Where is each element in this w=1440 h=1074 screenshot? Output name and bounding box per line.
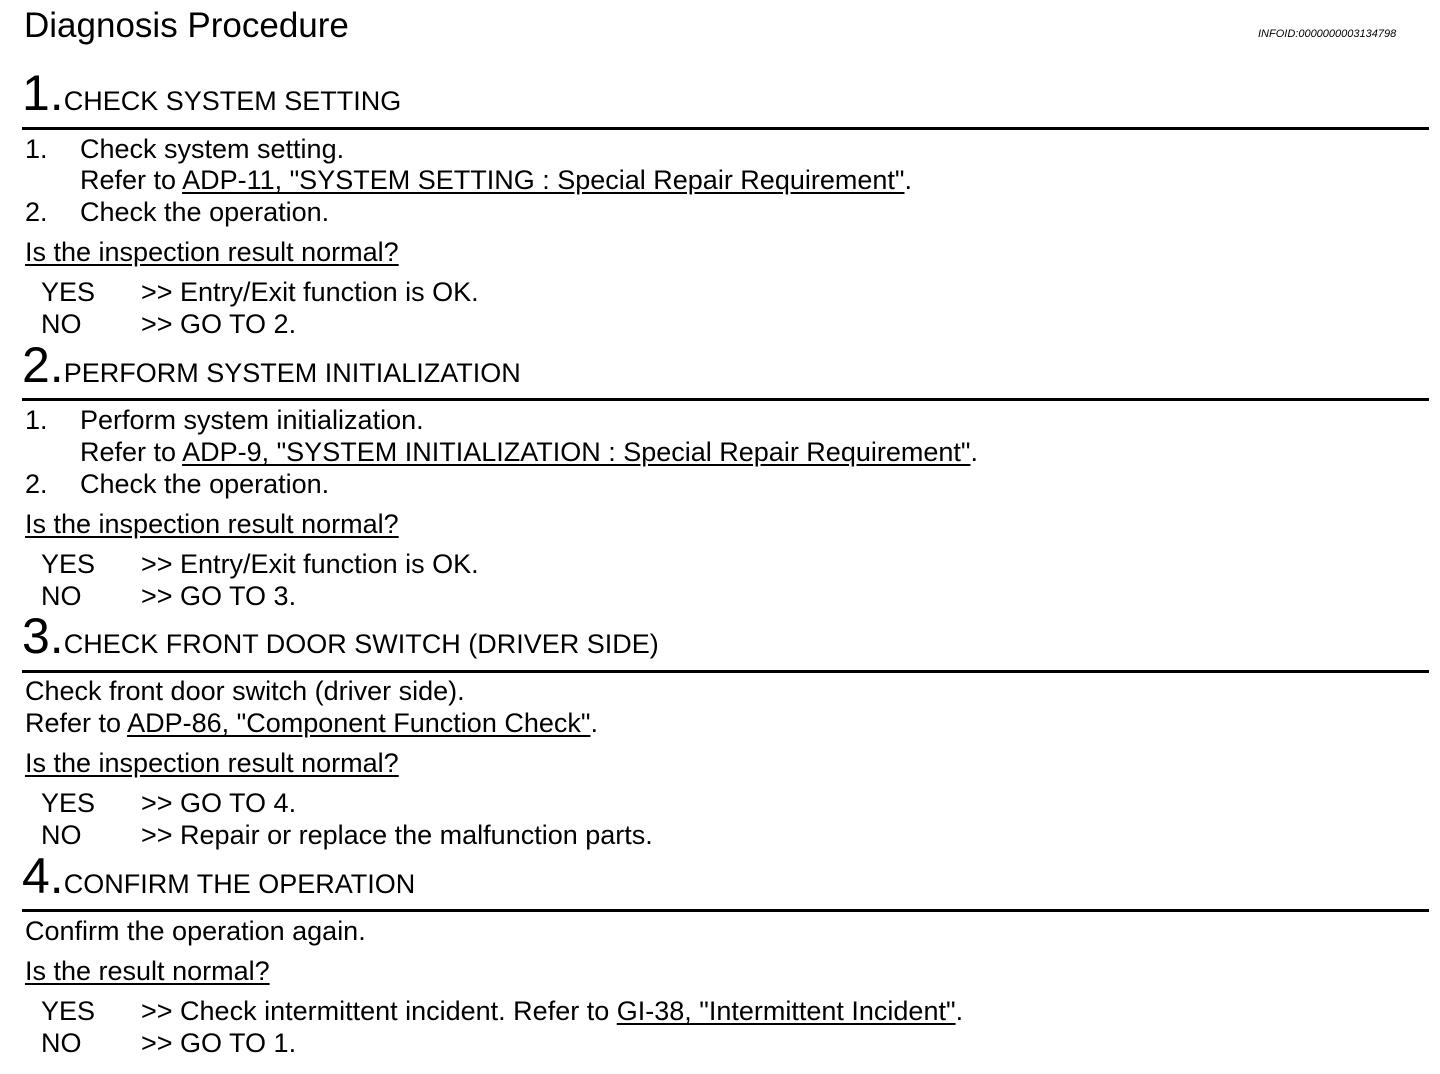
inspection-question: Is the result normal?: [25, 956, 270, 986]
step-divider: [22, 670, 1429, 673]
list-item-number: 1.: [25, 405, 48, 435]
step-divider: [22, 909, 1429, 912]
list-item-text: Perform system initialization.: [80, 405, 424, 435]
step-title: PERFORM SYSTEM INITIALIZATION: [63, 358, 521, 388]
step-number: 2.: [22, 337, 64, 393]
answer-no-text: >> GO TO 3.: [141, 581, 297, 611]
answer-yes-prefix: >> Check intermittent incident. Refer to: [141, 996, 617, 1026]
answer-no-text: >> GO TO 1.: [141, 1028, 297, 1058]
inspection-question: Is the inspection result normal?: [25, 237, 399, 267]
answer-no-label: NO: [41, 581, 82, 611]
refer-suffix: .: [970, 437, 978, 467]
step-header: [22, 65, 402, 126]
refer-prefix: Refer to: [25, 708, 128, 738]
answer-yes-label: YES: [41, 277, 96, 307]
refer-suffix: .: [904, 165, 912, 195]
refer-prefix: Refer to: [80, 165, 183, 195]
reference-link[interactable]: ADP-9, "SYSTEM INITIALIZATION : Special Repair Requirement": [182, 437, 971, 467]
step-header: [22, 337, 521, 398]
list-item-text: Check the operation.: [80, 469, 330, 499]
step-title: CHECK SYSTEM SETTING: [63, 86, 402, 116]
list-item-text: Check system setting.: [80, 134, 345, 164]
step-title: CONFIRM THE OPERATION: [63, 869, 416, 899]
answer-yes-label: YES: [41, 549, 96, 579]
refer-suffix: .: [955, 996, 964, 1026]
answer-no-label: NO: [41, 820, 82, 850]
reference-link[interactable]: ADP-11, "SYSTEM SETTING : Special Repair Requirement": [182, 165, 905, 195]
list-item-number: 2.: [25, 197, 48, 227]
step-header: [22, 608, 659, 669]
info-id: INFOID:0000000003134798: [1258, 28, 1397, 40]
page-title: Diagnosis Procedure: [24, 6, 349, 45]
step-header: [22, 848, 416, 909]
answer-no-label: NO: [41, 309, 82, 339]
reference-link[interactable]: ADP-86, "Component Function Check": [127, 708, 591, 738]
step-number: 1.: [22, 65, 64, 121]
answer-yes-label: YES: [41, 788, 96, 818]
step-title: CHECK FRONT DOOR SWITCH (DRIVER SIDE): [63, 629, 659, 659]
refer-suffix: .: [590, 708, 598, 738]
step-text: Confirm the operation again.: [25, 916, 366, 946]
refer-prefix: Refer to: [80, 437, 183, 467]
answer-yes-text: >> Entry/Exit function is OK.: [141, 549, 479, 579]
inspection-question: Is the inspection result normal?: [25, 748, 399, 778]
list-item-number: 1.: [25, 134, 48, 164]
answer-yes-text: [141, 995, 963, 1027]
list-item-text: Check the operation.: [80, 197, 330, 227]
step-divider: [22, 398, 1429, 401]
step-divider: [22, 127, 1429, 130]
list-item-number: 2.: [25, 469, 48, 499]
reference-link[interactable]: GI-38, "Intermittent Incident": [616, 996, 956, 1026]
answer-no-text: >> GO TO 2.: [141, 309, 297, 339]
reference-line: [80, 436, 978, 468]
reference-line: [80, 164, 912, 196]
answer-yes-text: >> GO TO 4.: [141, 788, 297, 818]
step-number: 4.: [22, 848, 64, 904]
inspection-question: Is the inspection result normal?: [25, 509, 399, 539]
answer-no-text: >> Repair or replace the malfunction parts.: [141, 820, 653, 850]
answer-no-label: NO: [41, 1028, 82, 1058]
step-number: 3.: [22, 608, 64, 664]
answer-yes-text: >> Entry/Exit function is OK.: [141, 277, 479, 307]
answer-yes-label: YES: [41, 996, 96, 1026]
reference-line: [25, 707, 598, 739]
step-text: Check front door switch (driver side).: [25, 676, 465, 706]
